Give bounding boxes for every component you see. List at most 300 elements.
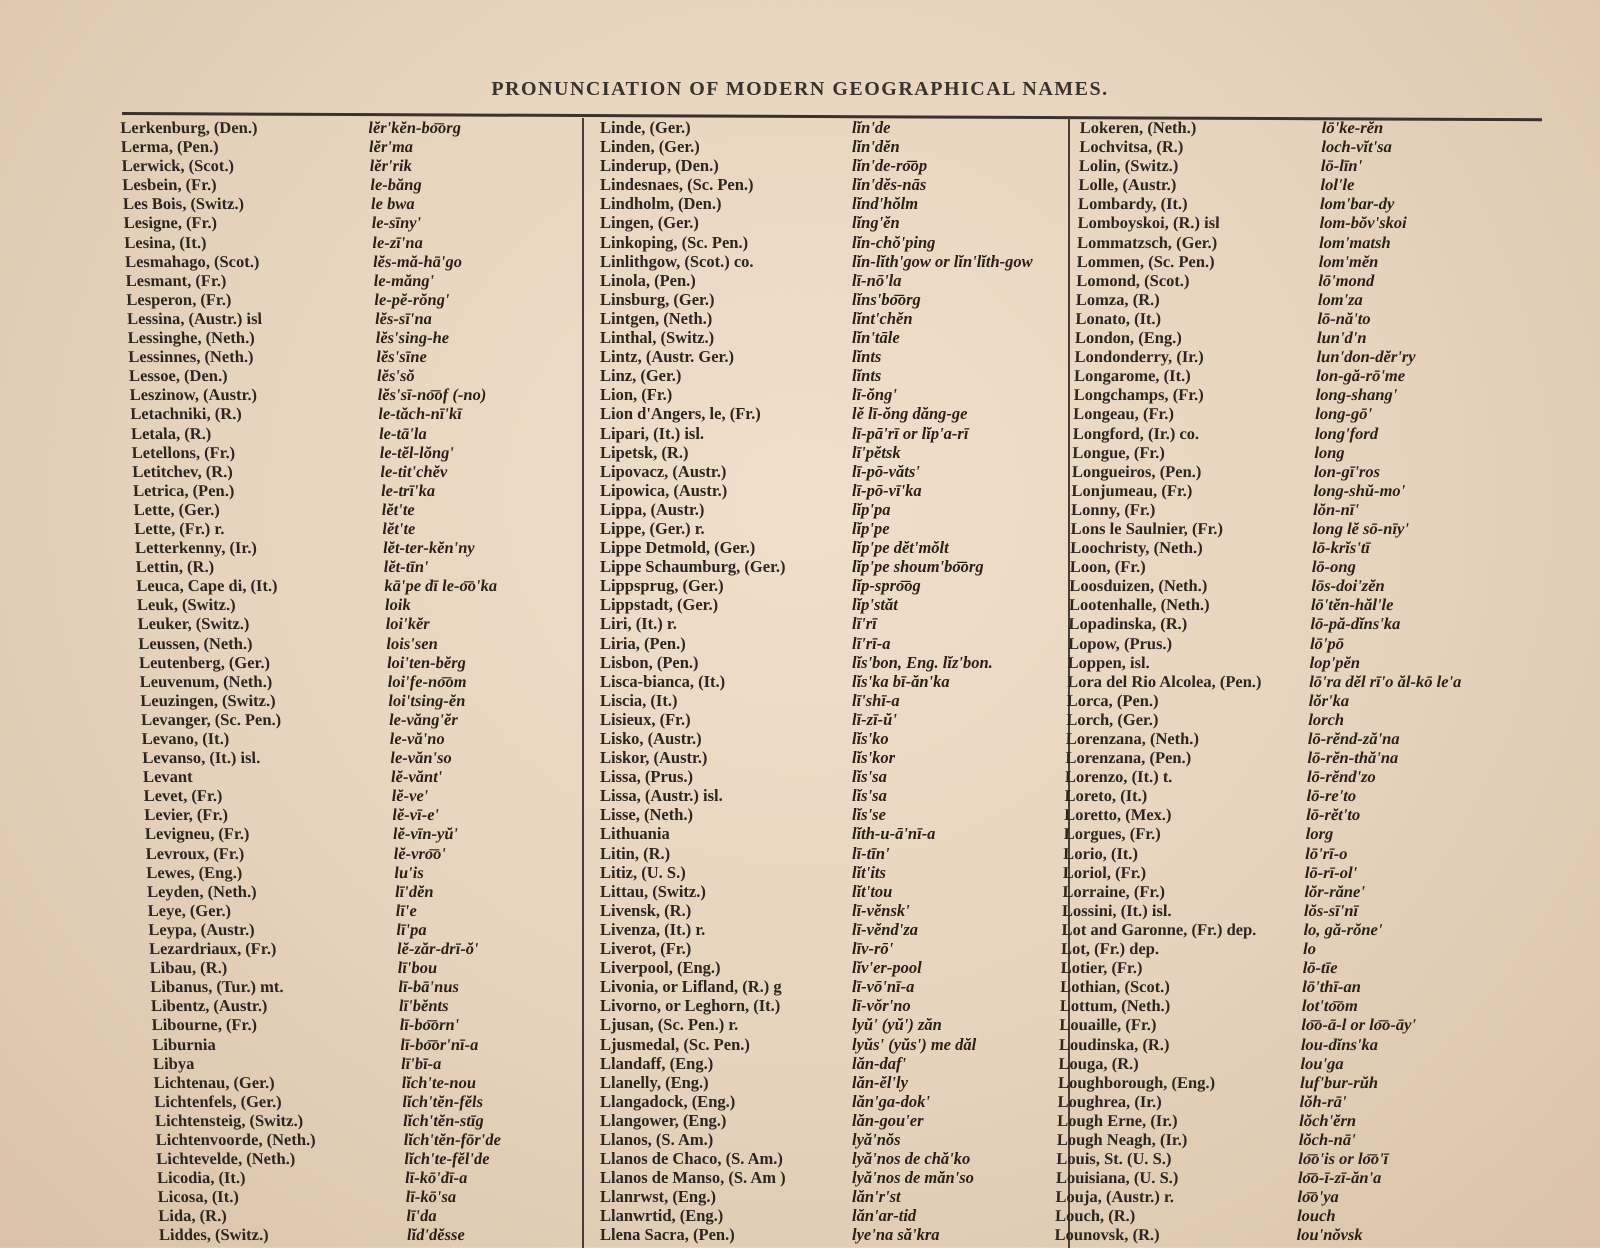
place-name: Liddes, (Switz.) — [158, 1225, 269, 1245]
entry-row — [600, 786, 1075, 805]
place-name: Lette, (Fr.) r. — [134, 518, 225, 538]
pronunciation: lăn'ga-dok' — [852, 1091, 930, 1111]
pronunciation: lŏr-răne' — [1304, 881, 1366, 901]
place-name: Loriol, (Fr.) — [1062, 862, 1147, 882]
entry-row — [154, 1092, 625, 1111]
entry-row — [1061, 920, 1541, 939]
place-name: Loughborough, (Eng.) — [1057, 1072, 1216, 1092]
entry-row — [141, 710, 612, 729]
entry-row — [600, 424, 1075, 443]
pronunciation: lō'ke-rĕn — [1321, 118, 1384, 137]
entry-row — [153, 1054, 624, 1073]
pronunciation: lĕs-mă-hā'go — [372, 251, 463, 271]
pronunciation: lois'sen — [386, 633, 439, 653]
pronunciation: lo͞o'is or lo͞o'ī — [1298, 1149, 1389, 1169]
entry-row — [146, 863, 617, 882]
pronunciation: loch-vĭt'sa — [1321, 137, 1393, 157]
place-name: Lichtenvoorde, (Neth.) — [155, 1129, 316, 1149]
place-name: Lewes, (Eng.) — [146, 862, 243, 882]
entry-row — [1066, 710, 1546, 729]
place-name: Lesina, (It.) — [124, 232, 207, 252]
pronunciation: lĭs'ka bī-ăn'ka — [852, 671, 950, 691]
place-name: Lisca-bianca, (It.) — [600, 671, 726, 691]
place-name: Lipari, (It.) isl. — [600, 423, 705, 443]
place-name: Leutenberg, (Ger.) — [138, 652, 271, 672]
pronunciation: lyă'nŏs — [852, 1129, 901, 1149]
page-title: PRONUNCIATION OF MODERN GEOGRAPHICAL NAMES. — [491, 78, 1109, 100]
place-name: Livorno, or Leghorn, (It.) — [600, 996, 781, 1016]
place-name: Les Bois, (Switz.) — [122, 194, 245, 214]
pronunciation: lī-vĕnsk' — [852, 900, 910, 920]
place-name: Lippsprug, (Ger.) — [600, 576, 724, 596]
place-name: Liscia, (It.) — [600, 690, 678, 710]
pronunciation: lĭng'ĕn — [852, 213, 900, 233]
entry-row — [137, 614, 608, 633]
column-3 — [1054, 118, 1560, 1248]
entry-row — [600, 748, 1075, 767]
entry-row — [132, 462, 603, 481]
pronunciation: lĭnd'hŏlm — [852, 194, 919, 214]
entry-row — [600, 385, 1075, 404]
entry-row — [1067, 653, 1547, 672]
entry-row — [1071, 481, 1551, 500]
place-name: Liburnia — [152, 1034, 216, 1054]
entry-row — [1069, 595, 1549, 614]
pronunciation: lō-ong — [1311, 557, 1357, 577]
place-name: Lesmahago, (Scot.) — [124, 251, 260, 271]
place-name: Lippe Detmold, (Ger.) — [600, 538, 756, 558]
place-name: Lisieux, (Fr.) — [600, 709, 691, 729]
place-name: Licosa, (It.) — [157, 1187, 240, 1207]
pronunciation: lō-pă-dĭns'ka — [1310, 614, 1401, 634]
entry-row — [600, 595, 1075, 614]
place-name: Levigneu, (Fr.) — [144, 824, 250, 844]
entry-row — [1072, 443, 1552, 462]
place-name: Lipowica, (Austr.) — [600, 480, 728, 500]
place-name: Llena Sacra, (Pen.) — [600, 1225, 735, 1245]
pronunciation: lĭp'pe — [852, 518, 890, 538]
pronunciation: lĭp-spro͞og — [852, 576, 921, 596]
entry-row — [1056, 1149, 1536, 1168]
place-name: Libau, (R.) — [149, 958, 228, 978]
pronunciation: lī'shī-a — [852, 690, 900, 710]
place-name: Lossini, (It.) isl. — [1061, 900, 1172, 920]
pronunciation: lĕ-ve' — [391, 786, 429, 806]
entry-row — [1068, 614, 1548, 633]
entry-row — [145, 824, 616, 843]
place-name: Leuvenum, (Neth.) — [139, 671, 273, 691]
pronunciation: lĭnts — [852, 366, 882, 386]
place-name: Lingen, (Ger.) — [600, 213, 699, 233]
entry-row — [600, 175, 1075, 194]
entry-row — [141, 729, 612, 748]
pronunciation: lo, gă-rŏne' — [1303, 919, 1383, 939]
place-name: Liri, (It.) r. — [600, 614, 677, 634]
pronunciation: lō'ra dĕl rī'o ăl-kō le'a — [1309, 671, 1462, 691]
place-name: Lisse, (Neth.) — [600, 805, 694, 825]
entry-row — [147, 901, 618, 920]
place-name: Linz, (Ger.) — [600, 366, 682, 386]
place-name: Lolle, (Austr.) — [1078, 175, 1177, 195]
pronunciation: lĭnts — [852, 347, 882, 367]
entry-row — [1080, 118, 1560, 137]
column-2 — [600, 118, 1075, 1248]
pronunciation: lī'da — [406, 1206, 437, 1226]
pronunciation: lī'rī-a — [852, 633, 891, 653]
entry-row — [131, 424, 602, 443]
pronunciation: lĕt-tīn' — [383, 557, 429, 577]
pronunciation: lŏh-rā' — [1299, 1091, 1347, 1111]
place-name: Lonjumeau, (Fr.) — [1071, 480, 1193, 500]
entry-row — [157, 1187, 628, 1206]
place-name: Lora del Rio Alcolea, (Pen.) — [1067, 671, 1262, 691]
entry-row — [1074, 347, 1554, 366]
place-name: Loosduizen, (Neth.) — [1069, 576, 1208, 596]
entry-row — [600, 958, 1075, 977]
entry-row — [130, 404, 601, 423]
entry-row — [600, 1111, 1075, 1130]
place-name: Leypa, (Austr.) — [148, 919, 255, 939]
place-name: London, (Eng.) — [1074, 328, 1183, 348]
pronunciation: līv-rō' — [852, 939, 894, 959]
pronunciation: lŏch-nā' — [1298, 1129, 1356, 1149]
place-name: Lomboyskoi, (R.) isl — [1077, 213, 1220, 233]
pronunciation: louch — [1296, 1206, 1336, 1226]
pronunciation: le-tit'chĕv — [380, 461, 448, 481]
pronunciation: lō'tĕn-hăl'le — [1310, 595, 1394, 615]
pronunciation: lĕ-vī-e' — [392, 805, 440, 825]
place-name: Lounovsk, (R.) — [1054, 1225, 1160, 1245]
entry-row — [600, 519, 1075, 538]
entry-row — [600, 538, 1075, 557]
pronunciation: lō-rĕnd-ză'na — [1307, 729, 1400, 748]
entry-row — [600, 500, 1075, 519]
place-name: Lorca, (Pen.) — [1066, 690, 1159, 710]
pronunciation: lo͞o-ā-l or lo͞o-āy' — [1301, 1015, 1417, 1035]
entry-row — [149, 958, 620, 977]
entry-row — [600, 844, 1075, 863]
entry-row — [1063, 844, 1543, 863]
entry-row — [1057, 1130, 1537, 1149]
place-name: Louga, (R.) — [1058, 1053, 1139, 1073]
entry-row — [159, 1225, 630, 1244]
pronunciation: lī-nō'la — [852, 270, 902, 290]
entry-row — [153, 1073, 624, 1092]
place-name: Levano, (It.) — [141, 729, 230, 748]
entry-row — [600, 462, 1075, 481]
place-name: Lopow, (Prus.) — [1067, 633, 1173, 653]
pronunciation: lăn'r'st — [852, 1187, 901, 1207]
place-name: Loon, (Fr.) — [1069, 557, 1146, 577]
pronunciation: lorg — [1305, 824, 1334, 844]
entry-row — [127, 309, 598, 328]
place-name: Linsburg, (Ger.) — [600, 289, 715, 309]
place-name: Leuker, (Switz.) — [137, 614, 250, 634]
entry-row — [600, 824, 1075, 843]
place-name: Letellons, (Fr.) — [131, 442, 236, 462]
pronunciation: lou'nŏvsk — [1296, 1225, 1363, 1245]
place-name: Lorenzana, (Neth.) — [1065, 729, 1200, 748]
entry-row — [1079, 156, 1559, 175]
entry-row — [600, 767, 1075, 786]
pronunciation: lŏch'ĕrn — [1299, 1110, 1357, 1130]
entry-row — [1072, 462, 1552, 481]
pronunciation: lol'le — [1320, 175, 1355, 195]
pronunciation: lī-pō-vī'ka — [852, 480, 922, 500]
pronunciation: lyŭ' (yŭ') zăn — [852, 1015, 942, 1035]
pronunciation: lĕt'te — [382, 518, 416, 538]
entry-row — [1062, 882, 1542, 901]
place-name: Liverot, (Fr.) — [600, 939, 692, 959]
entry-row — [1076, 271, 1556, 290]
pronunciation: lĕr'kĕn-bo͞org — [368, 118, 462, 137]
place-name: Loughrea, (Ir.) — [1057, 1091, 1162, 1111]
entry-row — [148, 920, 619, 939]
place-name: Lough Erne, (Ir.) — [1057, 1110, 1178, 1130]
pronunciation: luf'bur-rŭh — [1299, 1072, 1379, 1092]
place-name: Loppen, isl. — [1067, 652, 1150, 672]
pronunciation: lĭn'dĕs-nās — [852, 175, 927, 195]
entry-row — [1075, 328, 1555, 347]
place-name: Littau, (Switz.) — [600, 881, 706, 901]
entry-row — [600, 672, 1075, 691]
pronunciation: lō-rĕt'to — [1305, 805, 1361, 825]
place-name: Licodia, (It.) — [156, 1168, 246, 1188]
entry-row — [1075, 309, 1555, 328]
pronunciation: lī-bo͞or'nī-a — [400, 1034, 479, 1054]
entry-row — [1064, 786, 1544, 805]
entry-row — [120, 118, 591, 137]
entry-row — [600, 863, 1075, 882]
place-name: Lopadinska, (R.) — [1068, 614, 1188, 634]
entry-row — [1057, 1111, 1537, 1130]
pronunciation: lī'bou — [397, 958, 438, 978]
entry-row — [143, 767, 614, 786]
place-name: Louch, (R.) — [1054, 1206, 1136, 1226]
pronunciation: lī'e — [395, 900, 418, 920]
pronunciation: lĕs'sing-he — [375, 328, 450, 348]
entry-row — [1070, 519, 1550, 538]
place-name: Longford, (Ir.) co. — [1072, 423, 1200, 443]
entry-row — [1078, 175, 1558, 194]
pronunciation: lī'dĕn — [394, 881, 434, 901]
pronunciation: lŏr'ka — [1308, 690, 1350, 710]
place-name: Levier, (Fr.) — [144, 805, 229, 825]
pronunciation: lyă'nos de chă'ko — [852, 1149, 971, 1169]
pronunciation: lom-bŏv'skoi — [1319, 213, 1407, 233]
place-name: Linkoping, (Sc. Pen.) — [600, 232, 749, 252]
entry-row — [1074, 366, 1554, 385]
entry-row — [600, 252, 1075, 271]
place-name: Levet, (Fr.) — [143, 786, 223, 806]
place-name: Lot, (Fr.) dep. — [1060, 939, 1160, 959]
entry-row — [600, 729, 1075, 748]
pronunciation: long-shang' — [1315, 385, 1398, 405]
place-name: Lorenzana, (Pen.) — [1065, 748, 1192, 768]
pronunciation: le-vă'no — [389, 729, 446, 748]
entry-row — [600, 290, 1075, 309]
place-name: Lokeren, (Neth.) — [1079, 118, 1197, 137]
pronunciation: lĭn'dĕn — [852, 137, 900, 157]
pronunciation: lom'mĕn — [1318, 251, 1379, 271]
pronunciation: lĭn-chŏ'ping — [852, 232, 936, 252]
entry-row — [144, 805, 615, 824]
entry-row — [1068, 634, 1548, 653]
place-name: Lorenzo, (It.) t. — [1064, 767, 1173, 787]
entry-row — [600, 1015, 1075, 1034]
place-name: Lot and Garonne, (Fr.) dep. — [1061, 919, 1257, 939]
entry-row — [142, 748, 613, 767]
entry-row — [600, 939, 1075, 958]
place-name: Lessinnes, (Neth.) — [128, 347, 254, 367]
place-name: Leye, (Ger.) — [147, 900, 232, 920]
place-name: Linden, (Ger.) — [600, 137, 700, 157]
place-name: Llangadock, (Eng.) — [600, 1091, 736, 1111]
entry-row — [152, 1035, 623, 1054]
place-name: Letterkenny, (Ir.) — [134, 538, 258, 558]
place-name: Loudinska, (R.) — [1058, 1034, 1170, 1054]
place-name: Lichtenfels, (Ger.) — [154, 1091, 282, 1111]
place-name: Lonato, (It.) — [1075, 308, 1162, 328]
entry-row — [1054, 1225, 1534, 1244]
place-name: Loochristy, (Neth.) — [1070, 538, 1203, 558]
pronunciation: lō-re'to — [1306, 786, 1357, 806]
entry-row — [124, 233, 595, 252]
entry-row — [157, 1168, 628, 1187]
pronunciation: lī'bī-a — [400, 1053, 442, 1073]
pronunciation: le-trī'ka — [380, 480, 436, 500]
pronunciation: lĭns'bo͞org — [852, 289, 921, 309]
entry-row — [600, 118, 1075, 137]
pronunciation: lŏn-nī' — [1312, 499, 1360, 519]
pronunciation: lī-vĕnd'za — [852, 919, 918, 939]
place-name: Lezardriaux, (Fr.) — [148, 939, 277, 959]
entry-row — [121, 137, 592, 156]
entry-row — [600, 691, 1075, 710]
place-name: Lommen, (Sc. Pen.) — [1076, 251, 1215, 271]
pronunciation: lyă'nos de măn'so — [852, 1168, 974, 1188]
pronunciation: le-zī'na — [372, 232, 424, 252]
pronunciation: long-shŭ-mo' — [1313, 480, 1406, 500]
entry-row — [149, 939, 620, 958]
place-name: Lichtensteig, (Switz.) — [154, 1110, 304, 1130]
entry-row — [600, 1225, 1075, 1244]
pronunciation: lĕr'ma — [368, 137, 414, 157]
pronunciation: le-sīny' — [371, 213, 422, 233]
place-name: Lithuania — [600, 824, 670, 844]
entry-row — [1070, 538, 1550, 557]
entry-row — [600, 1149, 1075, 1168]
entry-row — [600, 156, 1075, 175]
pronunciation: lĭn'de-ro͞op — [852, 156, 928, 176]
place-name: Lons le Saulnier, (Fr.) — [1070, 518, 1224, 538]
pronunciation: lĭt'its — [852, 862, 886, 882]
place-name: Loretto, (Mex.) — [1063, 805, 1172, 825]
place-name: Lootenhalle, (Neth.) — [1068, 595, 1210, 615]
place-name: Linlithgow, (Scot.) co. — [600, 251, 754, 271]
place-name: Llanos de Manso, (S. Am ) — [600, 1168, 786, 1188]
place-name: Leszinow, (Austr.) — [129, 385, 258, 405]
pronunciation: lĭch'tĕn-fĕls — [402, 1091, 484, 1111]
place-name: Linthal, (Switz.) — [600, 328, 715, 348]
entry-row — [135, 557, 606, 576]
pronunciation: le-băng — [370, 175, 423, 195]
place-name: Lorch, (Ger.) — [1066, 709, 1159, 729]
pronunciation: le-pĕ-rŏng' — [374, 289, 450, 309]
entry-row — [1059, 1015, 1539, 1034]
pronunciation: lĭv'er-pool — [852, 958, 922, 978]
place-name: Longchamps, (Fr.) — [1073, 385, 1204, 405]
place-name: Lippstadt, (Ger.) — [600, 595, 719, 615]
place-name: Lough Neagh, (Ir.) — [1056, 1129, 1188, 1149]
place-name: Lichtevelde, (Neth.) — [156, 1149, 296, 1169]
pronunciation: lo — [1302, 939, 1317, 959]
pronunciation: lĭp'stăt — [852, 595, 898, 615]
pronunciation: lĭch'tĕn-stīg — [402, 1110, 485, 1130]
pronunciation: lĕ-zăr-drī-ŏ' — [396, 939, 479, 959]
entry-row — [1063, 863, 1543, 882]
entry-row — [1078, 194, 1558, 213]
place-name: Lomza, (R.) — [1075, 289, 1160, 309]
pronunciation: lom'bar-dy — [1319, 194, 1395, 214]
entry-row — [135, 538, 606, 557]
place-name: Lipetsk, (R.) — [600, 442, 689, 462]
pronunciation: lĕt-ter-kĕn'ny — [382, 538, 475, 558]
place-name: Llandaff, (Eng.) — [600, 1053, 714, 1073]
entry-row — [1057, 1092, 1537, 1111]
place-name: Lomond, (Scot.) — [1076, 270, 1190, 290]
pronunciation: lom'za — [1317, 289, 1364, 309]
entry-row — [133, 500, 604, 519]
place-name: Longue, (Fr.) — [1072, 442, 1166, 462]
entry-row — [150, 977, 621, 996]
pronunciation: lī-bo͞orn' — [399, 1015, 460, 1035]
pronunciation: lō-rĕn-thă'na — [1307, 748, 1399, 768]
entry-row — [600, 901, 1075, 920]
place-name: Longeau, (Fr.) — [1073, 404, 1175, 424]
entry-row — [600, 1187, 1075, 1206]
place-name: Litin, (R.) — [600, 843, 671, 863]
pronunciation: lĭd'dĕsse — [406, 1225, 466, 1245]
entry-row — [136, 576, 607, 595]
entry-row — [1055, 1206, 1535, 1225]
pronunciation: lĕ-vro͞o' — [393, 843, 447, 863]
place-name: Lippa, (Austr.) — [600, 499, 705, 519]
entry-row — [600, 1092, 1075, 1111]
entry-row — [123, 213, 594, 232]
entry-row — [600, 1054, 1075, 1073]
place-name: Louaille, (Fr.) — [1059, 1015, 1157, 1035]
place-name: Lochvitsa, (R.) — [1079, 137, 1184, 157]
place-name: Lotier, (Fr.) — [1060, 958, 1143, 978]
entry-row — [125, 271, 596, 290]
entry-row — [600, 366, 1075, 385]
entry-row — [127, 328, 598, 347]
place-name: Lisbon, (Pen.) — [600, 652, 699, 672]
place-name: Louis, St. (U. S.) — [1056, 1149, 1172, 1169]
pronunciation: loi'kĕr — [385, 614, 430, 634]
pronunciation: lăn-ĕl'ly — [852, 1072, 908, 1092]
pronunciation: lĭp'pa — [852, 499, 891, 519]
entry-row — [600, 996, 1075, 1015]
place-name: Libentz, (Austr.) — [150, 996, 268, 1016]
entry-row — [1060, 977, 1540, 996]
entry-row — [600, 481, 1075, 500]
pronunciation: lĕ-vănt' — [390, 767, 443, 787]
place-name: Lorgues, (Fr.) — [1063, 824, 1161, 844]
entry-row — [600, 634, 1075, 653]
place-name: Llanos, (S. Am.) — [600, 1129, 714, 1149]
